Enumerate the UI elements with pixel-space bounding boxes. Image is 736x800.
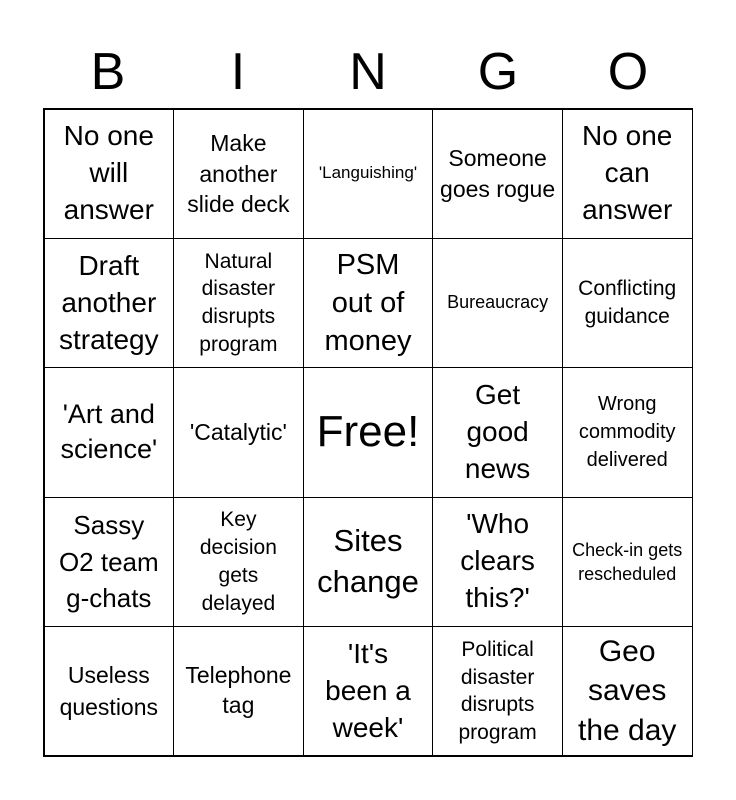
- bingo-cell[interactable]: Wrong commodity delivered: [562, 367, 693, 497]
- free-space-cell[interactable]: Free!: [303, 367, 434, 497]
- bingo-cell[interactable]: Check-in gets rescheduled: [562, 497, 693, 627]
- bingo-cell[interactable]: Key decision gets delayed: [173, 497, 304, 627]
- header-letter-o: O: [607, 43, 649, 101]
- bingo-cell[interactable]: 'Catalytic': [173, 367, 304, 497]
- bingo-cell[interactable]: 'Art and science': [44, 367, 175, 497]
- bingo-cell[interactable]: 'Who clears this?': [432, 497, 563, 627]
- bingo-card-grid: [43, 108, 693, 757]
- header-letter-b: B: [90, 43, 126, 101]
- header-letter-i: I: [230, 43, 246, 101]
- header-letter-n: N: [349, 43, 387, 101]
- bingo-cell[interactable]: No one can answer: [562, 109, 693, 239]
- bingo-cell[interactable]: Someone goes rogue: [432, 109, 563, 239]
- bingo-cell[interactable]: 'Languishing': [303, 109, 434, 239]
- bingo-cell[interactable]: Sassy O2 team g-chats: [44, 497, 175, 627]
- bingo-cell[interactable]: Useless questions: [44, 626, 175, 756]
- bingo-header: [43, 40, 693, 104]
- bingo-cell[interactable]: 'It's been a week': [303, 626, 434, 756]
- bingo-cell[interactable]: Get good news: [432, 367, 563, 497]
- bingo-cell[interactable]: Natural disaster disrupts program: [173, 238, 304, 368]
- bingo-cell[interactable]: Draft another strategy: [44, 238, 175, 368]
- bingo-cell[interactable]: Make another slide deck: [173, 109, 304, 239]
- bingo-cell[interactable]: Telephone tag: [173, 626, 304, 756]
- bingo-cell[interactable]: Bureaucracy: [432, 238, 563, 368]
- bingo-cell[interactable]: Political disaster disrupts program: [432, 626, 563, 756]
- bingo-cell[interactable]: PSM out of money: [303, 238, 434, 368]
- header-letter-g: G: [477, 43, 519, 101]
- bingo-cell[interactable]: Sites change: [303, 497, 434, 627]
- bingo-cell[interactable]: No one will answer: [44, 109, 175, 239]
- bingo-cell[interactable]: Geo saves the day: [562, 626, 693, 756]
- bingo-cell[interactable]: Conflicting guidance: [562, 238, 693, 368]
